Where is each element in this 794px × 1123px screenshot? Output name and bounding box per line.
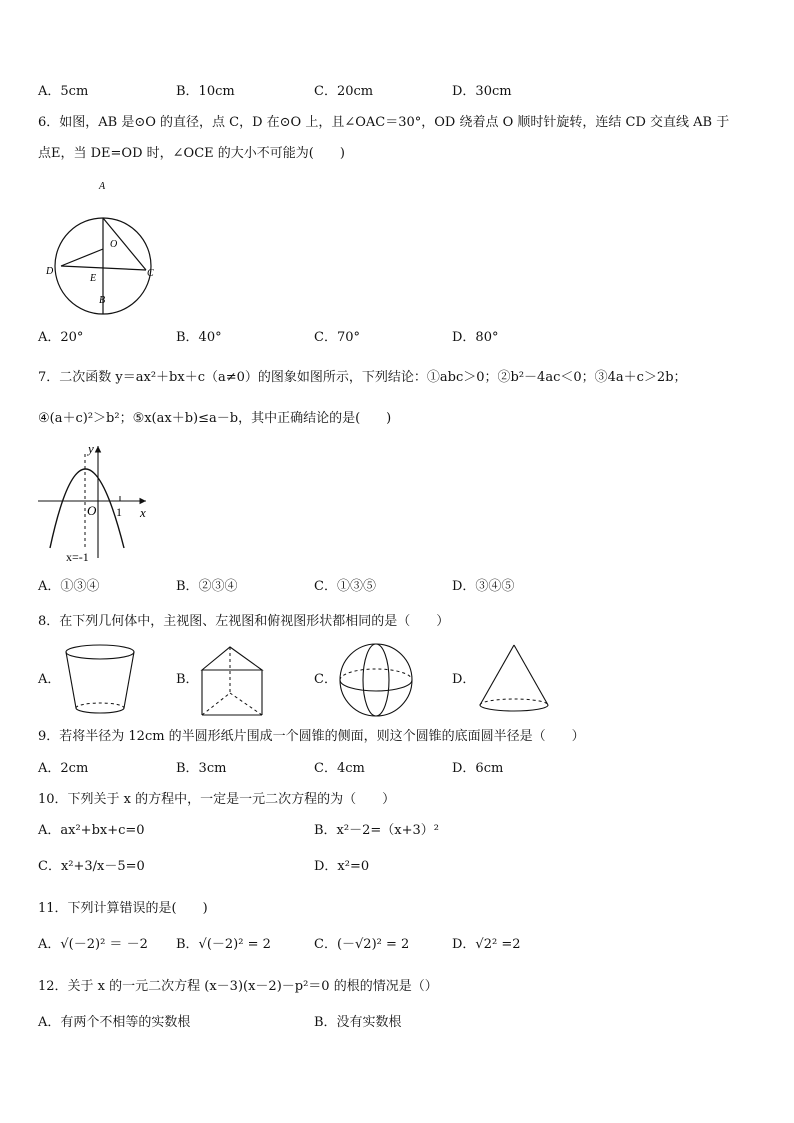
q11-option-a: A．√(－2)² ＝ －2 [38,937,148,952]
q7-parabola-figure [36,440,156,570]
q5-option-b: B．10cm [176,84,235,99]
q7-option-c: C．①③⑤ [314,579,376,594]
q11-stem: 11．下列计算错误的是( ) [38,901,208,916]
q12-stem: 12．关于 x 的一元二次方程 (x－3)(x－2)－p²＝0 的根的情况是（） [38,979,438,994]
q7-option-d: D．③④⑤ [452,579,515,594]
q8-option-b: B． [176,672,199,687]
q6-label-a: A [99,181,106,192]
q6-label-d: D [46,266,54,277]
q9-option-b: B．3cm [176,761,227,776]
q9-option-d: D．6cm [452,761,504,776]
q10-stem: 10．下列关于 x 的方程中，一定是一元二次方程的为（ ） [38,792,396,807]
q9-stem: 9．若将半径为 12cm 的半圆形纸片围成一个圆锥的侧面，则这个圆锥的底面圆半径是（ ） [38,729,585,744]
q6-option-a: A．20° [38,330,84,345]
q10-option-b: B．x²－2=（x+3）² [314,823,439,838]
q6-option-d: D．80° [452,330,499,345]
q6-radius-od [61,249,103,266]
q10-option-c: C．x²+3/x－5=0 [38,859,145,874]
q8-frustum-figure [60,642,140,718]
q6-label-e: E [90,273,97,284]
q7-label-one: 1 [116,505,122,519]
q8-option-d: D． [452,672,476,687]
q8-sphere-figure [336,640,418,720]
q11-option-c: C．(－√2)² = 2 [314,937,410,952]
q8-stem: 8．在下列几何体中，主视图、左视图和俯视图形状都相同的是（ ） [38,614,450,629]
q6-option-c: C．70° [314,330,360,345]
q6-label-b: B [99,295,106,306]
q12-option-b: B．没有实数根 [314,1015,402,1030]
q5-option-c: C．20cm [314,84,374,99]
q9-option-c: C．4cm [314,761,365,776]
q6-stem-line2: 点E，当 DE=OD 时，∠OCE 的大小不可能为( ) [38,146,345,161]
q9-option-a: A．2cm [38,761,89,776]
q5-option-a: A．5cm [38,84,89,99]
q6-option-b: B．40° [176,330,222,345]
q7-option-b: B．②③④ [176,579,238,594]
q8-option-c: C． [314,672,337,687]
q10-option-d: D．x²=0 [314,859,370,874]
q8-cone-figure [474,641,554,715]
q6-label-o: O [110,239,118,250]
q7-label-x: x [140,505,146,520]
q12-option-a: A．有两个不相等的实数根 [38,1015,191,1030]
q7-label-axis: x=-1 [66,550,89,564]
q8-prism-figure [198,643,270,719]
q11-option-d: D．√2² =2 [452,937,521,952]
q7-label-o: O [87,503,97,518]
q6-circle-figure [40,178,170,308]
q7-label-y: y [88,441,94,456]
q11-option-b: B．√(－2)² = 2 [176,937,271,952]
q6-label-c: C [147,268,154,279]
q10-option-a: A．ax²+bx+c=0 [38,823,145,838]
q6-stem-line1: 6．如图，AB 是⊙O 的直径，点 C，D 在⊙O 上，且∠OAC＝30°，OD 绕着点 O 顺时针旋转，连结 CD 交直线 AB 于 [38,115,730,130]
q5-option-d: D．30cm [452,84,512,99]
q7-option-a: A．①③④ [38,579,100,594]
q7-stem-line2: ④(a＋c)²＞b²；⑤x(ax＋b)≤a－b，其中正确结论的是( ) [38,411,392,426]
q8-option-a: A． [38,672,61,687]
q7-stem-line1: 7．二次函数 y＝ax²＋bx＋c（a≠0）的图象如图所示，下列结论：①abc＞0；②b²－4ac＜0；③4a＋c＞2b； [38,370,687,385]
